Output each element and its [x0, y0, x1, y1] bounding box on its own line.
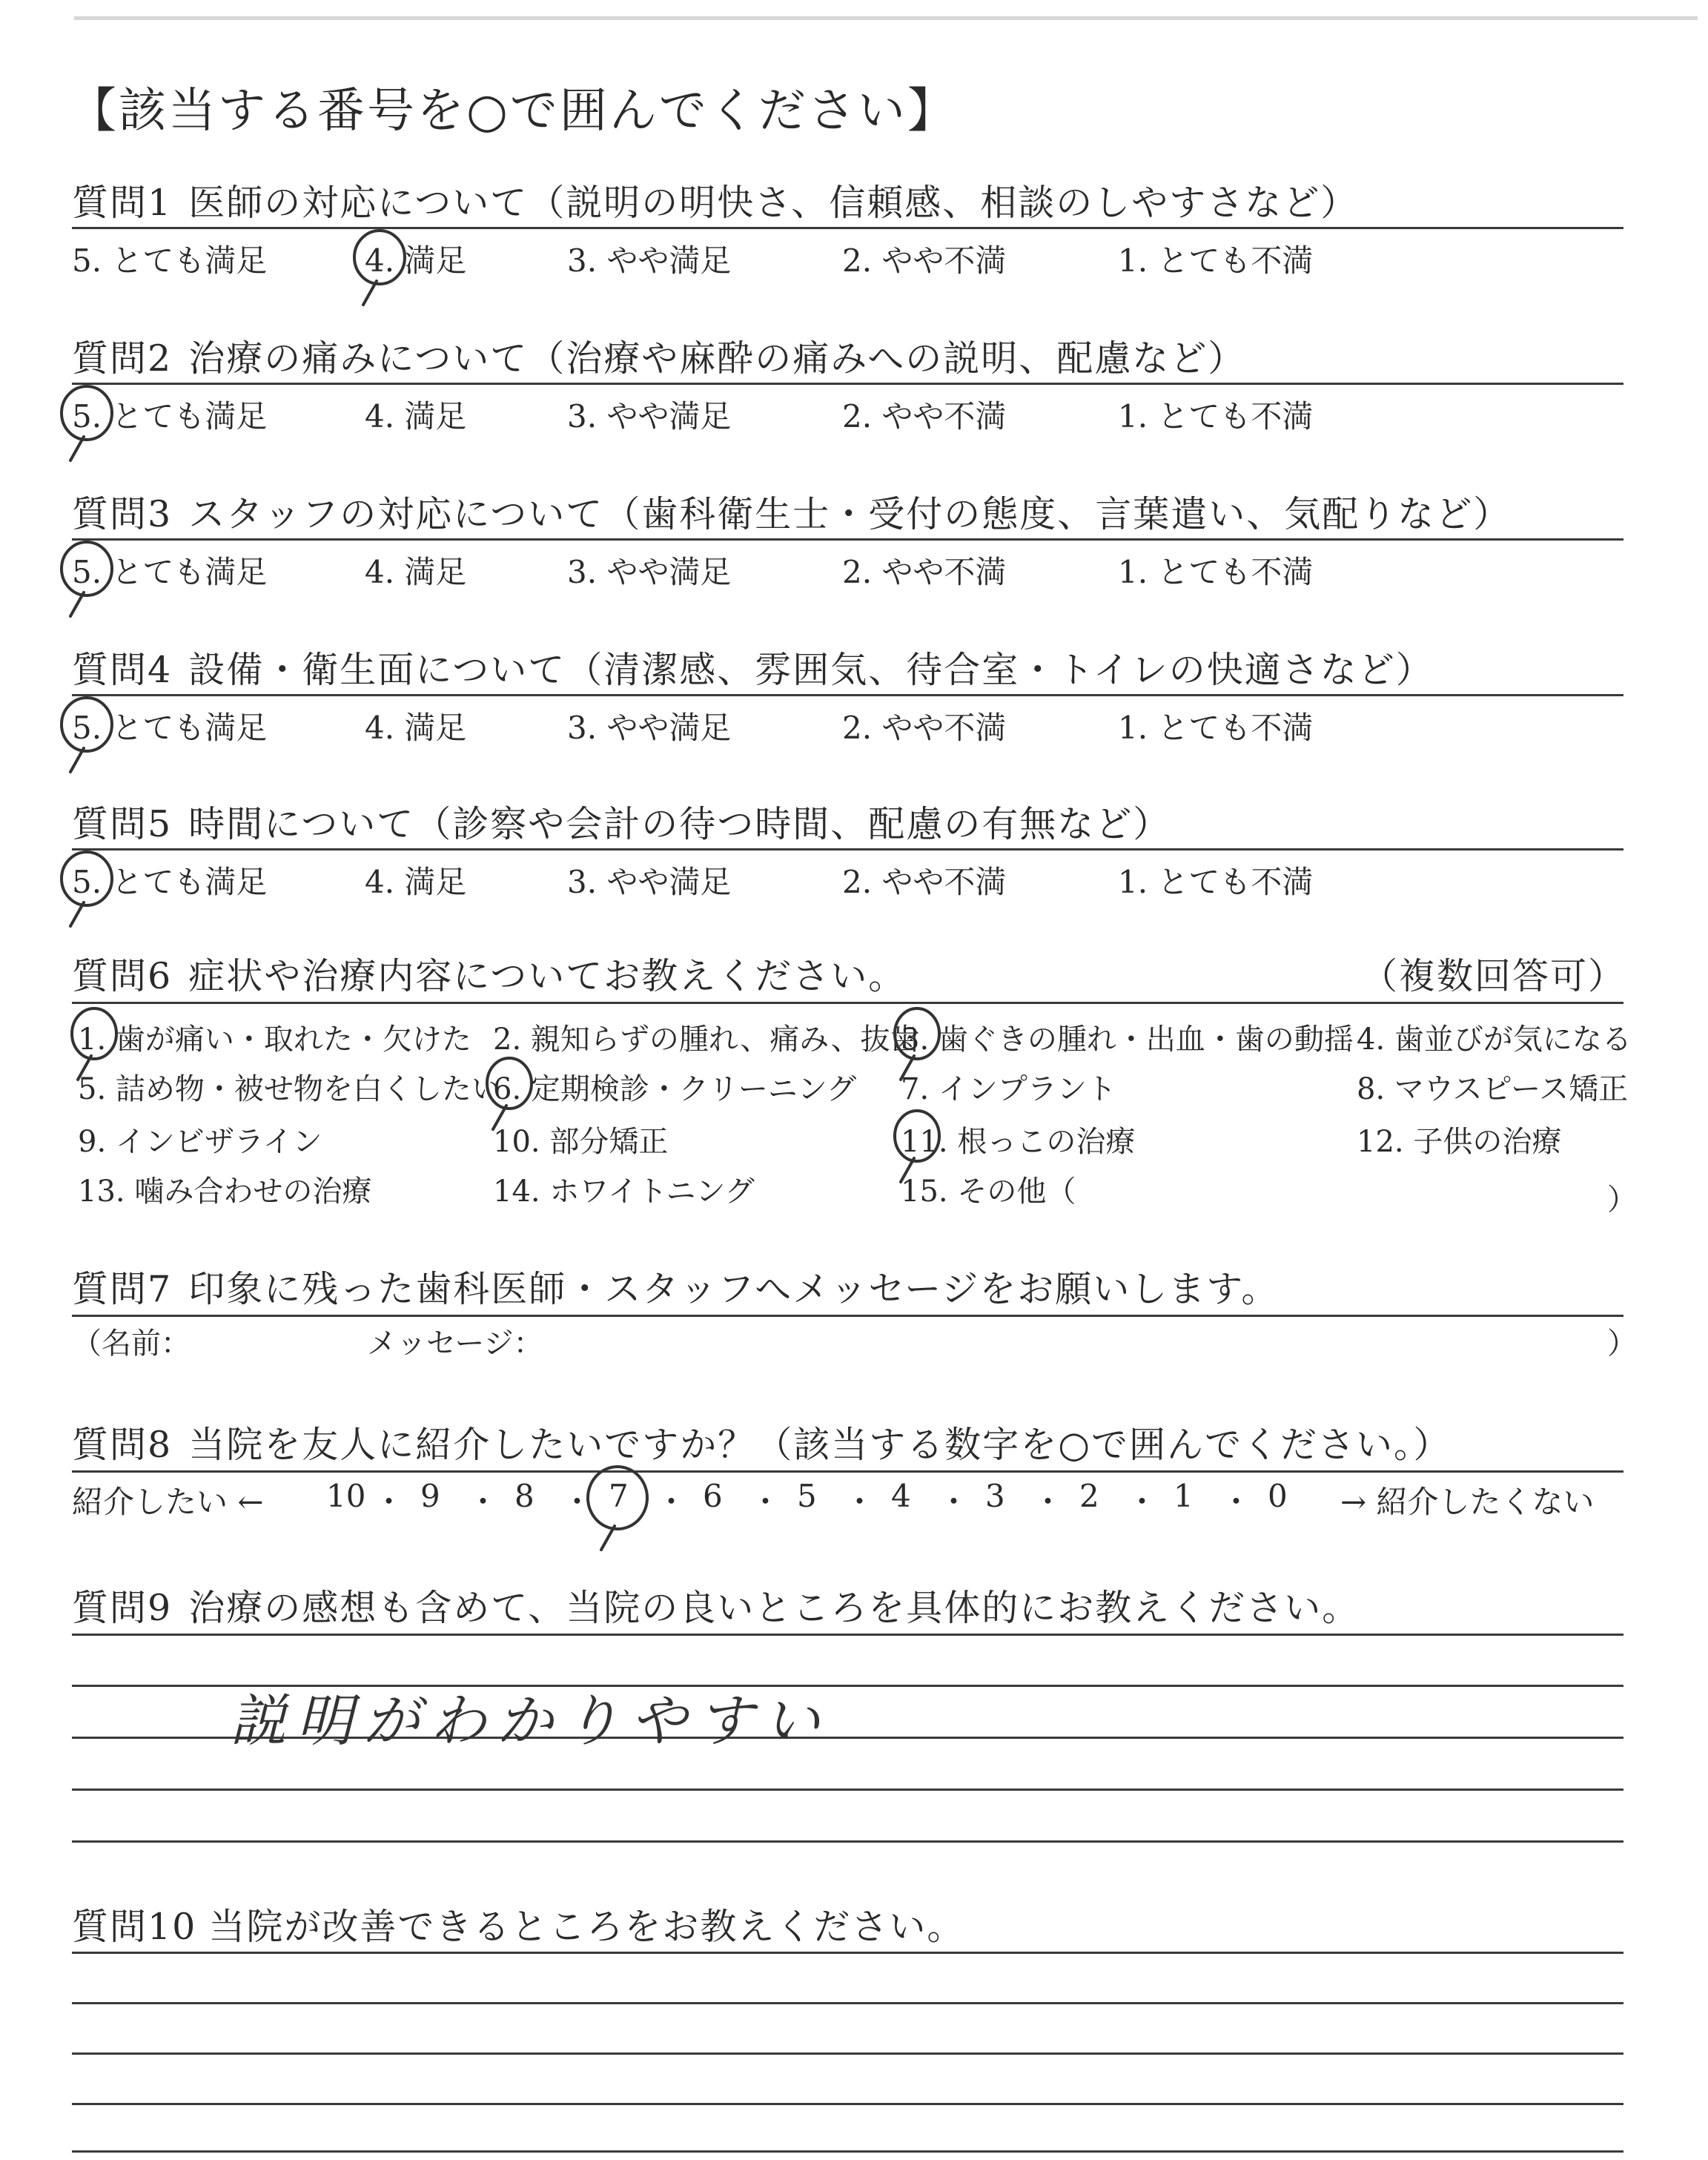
q6-option[interactable]: 8. マウスピース矯正 [1357, 1072, 1629, 1106]
q8-scale-dot: ・ [844, 1484, 875, 1520]
q1-option[interactable]: 5. とても満足 [72, 242, 268, 279]
q6-option[interactable]: 14. ホワイトニング [493, 1175, 755, 1209]
q6-rule [72, 1002, 1623, 1004]
q8-scale-number[interactable]: 5 [797, 1478, 817, 1514]
q9-rule-1 [72, 1634, 1623, 1636]
q6-option[interactable]: 15. その他（ [901, 1175, 1076, 1209]
top-border [74, 16, 1698, 20]
q10-rule-3 [72, 2052, 1623, 2055]
q9-rule-5 [72, 1840, 1623, 1843]
q1-rule [72, 227, 1623, 229]
q7-close-paren: ） [1607, 1327, 1637, 1361]
q7-message-label: メッセージ： [367, 1327, 543, 1361]
q8-title: 質問8 当院を友人に紹介したいですか？（該当する数字を○で囲んでください。） [72, 1424, 1452, 1466]
q3-rule [72, 538, 1623, 541]
q5-option[interactable]: 5. とても満足 [72, 864, 268, 900]
q5-option[interactable]: 2. やや不満 [842, 864, 1007, 900]
q8-scale-number[interactable]: 4 [891, 1478, 911, 1514]
q1-selection-circle-tail [363, 281, 377, 305]
q2-option[interactable]: 5. とても満足 [72, 398, 268, 435]
q7-rule [72, 1315, 1623, 1317]
q4-option[interactable]: 1. とても不満 [1118, 710, 1314, 746]
q8-right-label: → 紹介したくない [1340, 1484, 1595, 1520]
q8-scale-dot: ・ [749, 1484, 781, 1520]
q8-scale-number[interactable]: 6 [703, 1478, 723, 1514]
q3-selection-circle-tail [70, 592, 84, 616]
q8-scale-number[interactable]: 7 [609, 1478, 629, 1514]
q4-option[interactable]: 4. 満足 [365, 710, 467, 746]
q2-selection-circle-tail [70, 437, 84, 460]
q7-name-label: （名前： [72, 1327, 191, 1361]
q2-rule [72, 383, 1623, 385]
q2-option[interactable]: 1. とても不満 [1118, 398, 1314, 435]
q6-option[interactable]: 10. 部分矯正 [493, 1125, 669, 1159]
q4-title: 質問4 設備・衛生面について（清潔感、雰囲気、待合室・トイレの快適さなど） [72, 649, 1434, 691]
q6-option[interactable]: 6. 定期検診・クリーニング [493, 1072, 857, 1106]
q6-option[interactable]: 3. 歯ぐきの腫れ・出血・歯の動揺 [901, 1023, 1354, 1057]
q8-scale-dot: ・ [1032, 1484, 1064, 1520]
q9-title: 質問9 治療の感想も含めて、当院の良いところを具体的にお教えください。 [72, 1587, 1360, 1629]
q8-scale-number[interactable]: 9 [420, 1478, 440, 1514]
q3-title: 質問3 スタッフの対応について（歯科衛生士・受付の態度、言葉遣い、気配りなど） [72, 493, 1512, 535]
q5-title: 質問5 時間について（診察や会計の待つ時間、配慮の有無など） [72, 803, 1171, 845]
q1-option[interactable]: 2. やや不満 [842, 242, 1007, 279]
q10-rule-4 [72, 2103, 1623, 2105]
q1-title: 質問1 医師の対応について（説明の明快さ、信頼感、相談のしやすさなど） [72, 182, 1359, 224]
q6-multiple-note: （複数回答可） [1361, 955, 1626, 997]
q3-option[interactable]: 1. とても不満 [1118, 554, 1314, 590]
q5-rule [72, 848, 1623, 851]
q6-title: 質問6 症状や治療内容についてお教えください。 [72, 955, 907, 997]
q9-handwritten-answer: 説明がわかりやすい [230, 1688, 830, 1754]
q3-option[interactable]: 3. やや満足 [567, 554, 732, 590]
q6-option[interactable]: 9. インビザライン [78, 1125, 322, 1159]
q8-scale-number[interactable]: 0 [1268, 1478, 1288, 1514]
q8-scale-number[interactable]: 8 [514, 1478, 534, 1514]
q8-scale-number[interactable]: 2 [1079, 1478, 1099, 1514]
q6-option[interactable]: 13. 噛み合わせの治療 [78, 1175, 372, 1209]
q1-option[interactable]: 3. やや満足 [567, 242, 732, 279]
q4-option[interactable]: 3. やや満足 [567, 710, 732, 746]
q10-rule-1 [72, 1952, 1623, 1954]
q1-option[interactable]: 4. 満足 [365, 242, 467, 279]
q6-option[interactable]: 7. インプラント [901, 1072, 1116, 1106]
q6-option[interactable]: 1. 歯が痛い・取れた・欠けた [78, 1023, 471, 1057]
q6-option[interactable]: 4. 歯並びが気になる [1357, 1023, 1632, 1057]
q8-rule [72, 1470, 1623, 1473]
q10-title: 質問10 当院が改善できるところをお教えください。 [72, 1906, 965, 1948]
q10-rule-5 [72, 2150, 1623, 2153]
q5-option[interactable]: 3. やや満足 [567, 864, 732, 900]
q3-option[interactable]: 5. とても満足 [72, 554, 268, 590]
q8-selection-circle-tail [601, 1526, 615, 1550]
q4-rule [72, 694, 1623, 696]
q1-option[interactable]: 1. とても不満 [1118, 242, 1314, 279]
q4-option[interactable]: 2. やや不満 [842, 710, 1007, 746]
q10-rule-2 [72, 2002, 1623, 2004]
q8-scale-number[interactable]: 10 [326, 1478, 366, 1514]
q6-close-paren: ） [1607, 1183, 1637, 1217]
form-header: 【該当する番号を○で囲んでください】 [69, 84, 957, 139]
q2-title: 質問2 治療の痛みについて（治療や麻酔の痛みへの説明、配慮など） [72, 337, 1246, 380]
q2-option[interactable]: 2. やや不満 [842, 398, 1007, 435]
q4-option[interactable]: 5. とても満足 [72, 710, 268, 746]
q8-scale-dot: ・ [1220, 1484, 1252, 1520]
q4-selection-circle-tail [70, 748, 84, 772]
q6-option[interactable]: 2. 親知らずの腫れ、痛み、抜歯 [493, 1023, 920, 1057]
q8-scale-dot: ・ [467, 1484, 499, 1520]
q6-option[interactable]: 12. 子供の治療 [1357, 1125, 1562, 1159]
q5-option[interactable]: 1. とても不満 [1118, 864, 1314, 900]
q8-left-label: 紹介したい ← [72, 1484, 264, 1520]
q5-selection-circle-tail [70, 902, 84, 926]
q9-rule-4 [72, 1789, 1623, 1791]
q8-scale-number[interactable]: 3 [985, 1478, 1005, 1514]
q6-option[interactable]: 11. 根っこの治療 [901, 1125, 1136, 1159]
q3-option[interactable]: 4. 満足 [365, 554, 467, 590]
q8-scale-dot: ・ [373, 1484, 405, 1520]
q7-title: 質問7 印象に残った歯科医師・スタッフへメッセージをお願いします。 [72, 1268, 1280, 1310]
q8-scale-dot: ・ [561, 1484, 593, 1520]
q8-scale-dot: ・ [655, 1484, 687, 1520]
q2-option[interactable]: 4. 満足 [365, 398, 467, 435]
q3-option[interactable]: 2. やや不満 [842, 554, 1007, 590]
q2-option[interactable]: 3. やや満足 [567, 398, 732, 435]
q8-scale-dot: ・ [938, 1484, 970, 1520]
q6-option[interactable]: 5. 詰め物・被せ物を白くしたい [78, 1072, 501, 1106]
q8-scale-number[interactable]: 1 [1174, 1478, 1194, 1514]
q5-option[interactable]: 4. 満足 [365, 864, 467, 900]
q8-scale-dot: ・ [1126, 1484, 1158, 1520]
